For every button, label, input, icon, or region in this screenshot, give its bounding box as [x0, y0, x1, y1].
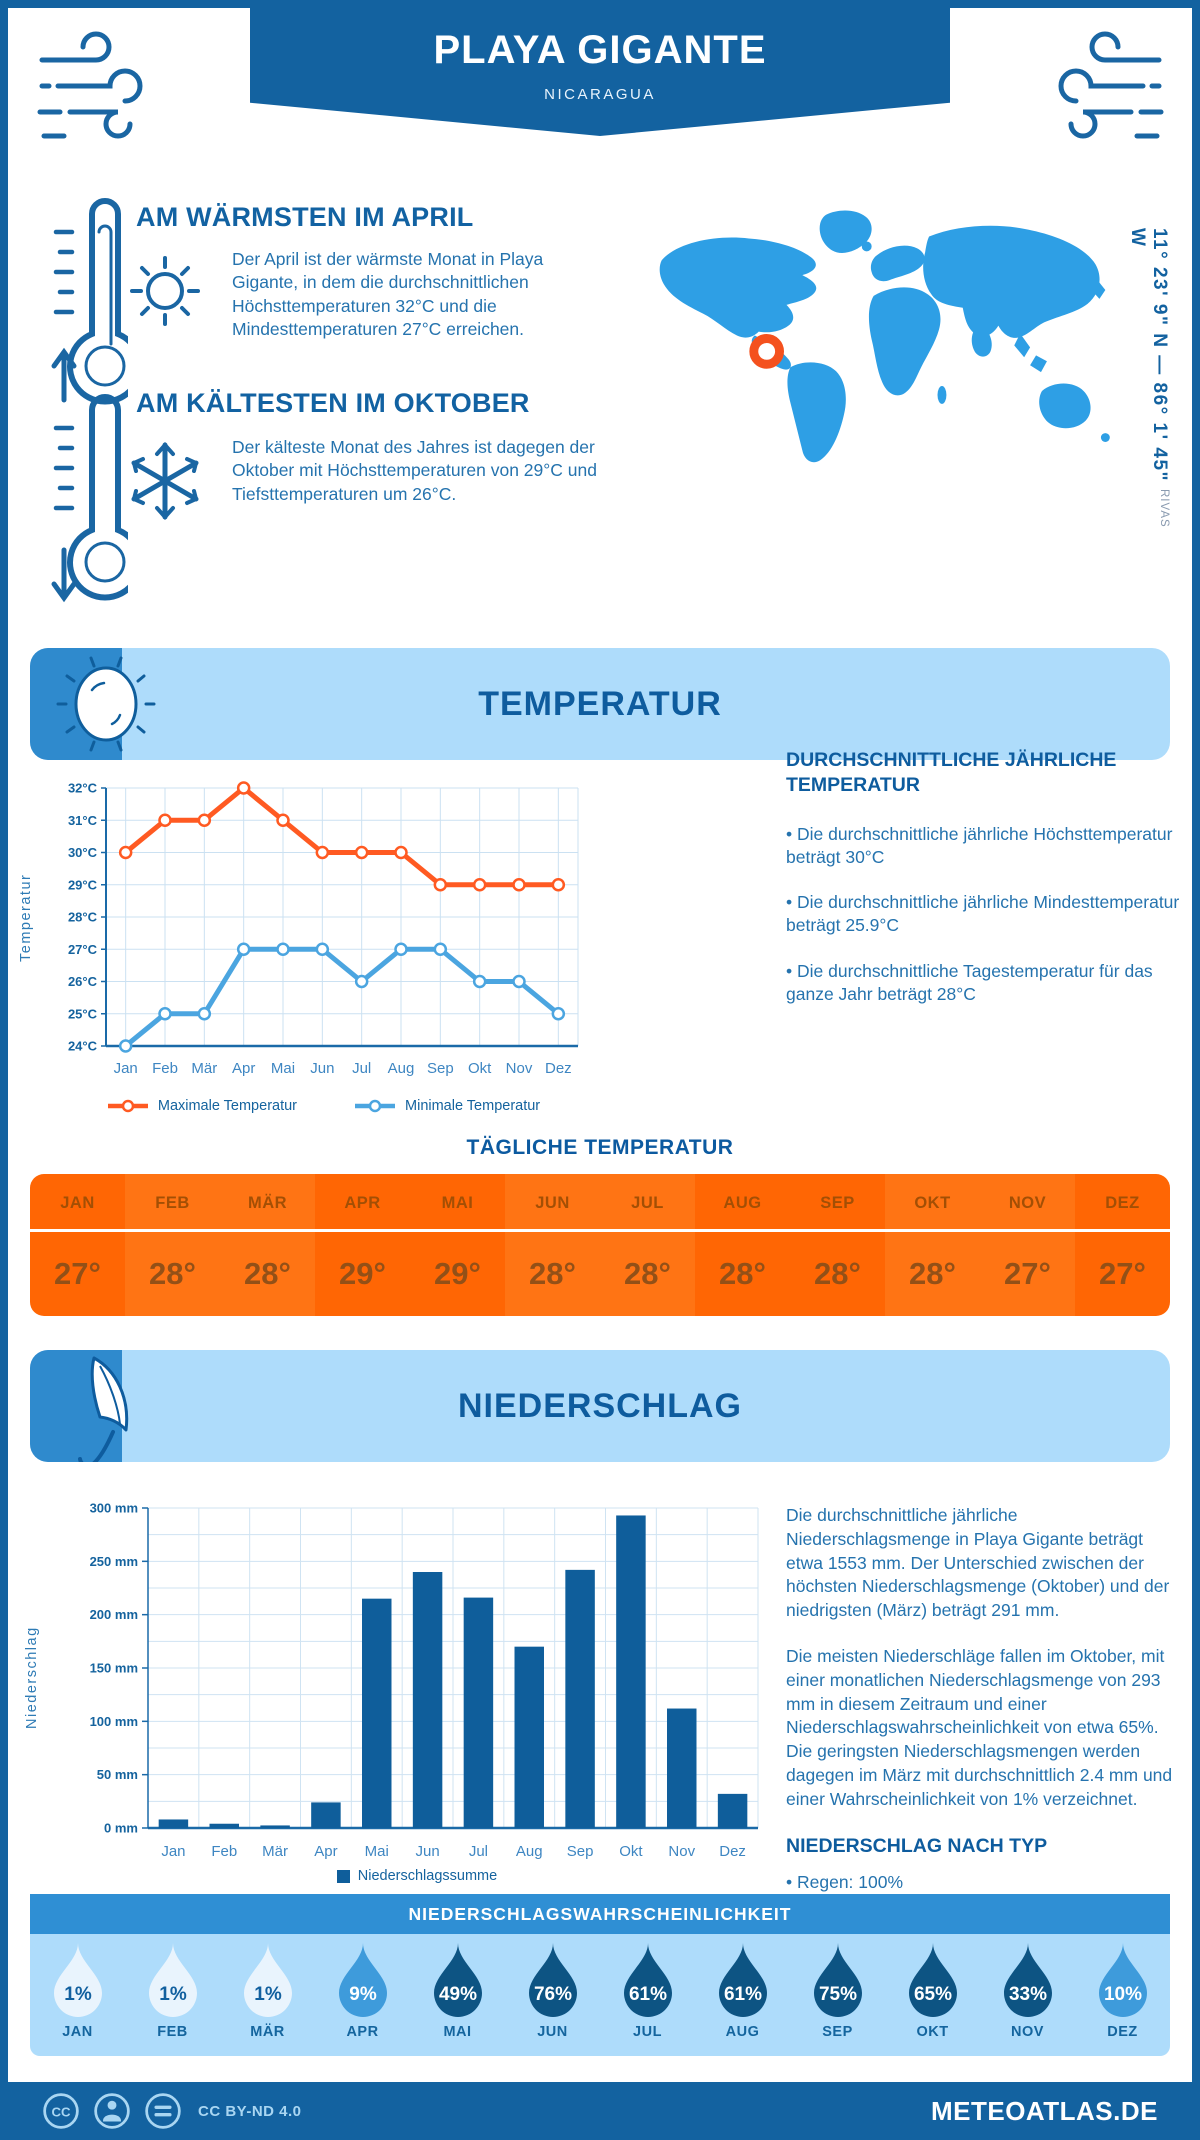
svg-text:Apr: Apr [231, 1060, 256, 1077]
svg-text:24°C: 24°C [67, 1038, 97, 1054]
svg-text:Aug: Aug [387, 1060, 415, 1077]
svg-text:Apr: Apr [314, 1843, 338, 1860]
daily-temp-value: 28° [149, 1256, 196, 1291]
daily-temp-month: NOV [980, 1174, 1075, 1232]
daily-temp-value: 28° [909, 1256, 956, 1291]
svg-text:Jul: Jul [352, 1060, 372, 1077]
probability-droplet [125, 1934, 220, 2056]
daily-temp-column [30, 1174, 125, 1316]
svg-text:30°C: 30°C [67, 845, 97, 860]
daily-temp-column [790, 1174, 885, 1316]
svg-text:Jun: Jun [310, 1060, 335, 1077]
region-label: RIVAS [1158, 489, 1170, 528]
daily-temp-value: 29° [434, 1256, 481, 1291]
svg-text:150 mm: 150 mm [89, 1660, 138, 1676]
daily-temp-month: AUG [695, 1174, 790, 1232]
probability-droplet [695, 1934, 790, 2056]
droplet-icon [618, 1941, 678, 2021]
temp-chart-ylabel: Temperatur [18, 873, 34, 963]
daily-temp-month: JUL [600, 1174, 695, 1232]
svg-text:27°C: 27°C [67, 941, 97, 957]
daily-temp-column [600, 1174, 695, 1316]
legend-entry: Niederschlagssumme [337, 1868, 497, 1884]
svg-text:32°C: 32°C [67, 780, 97, 796]
coordinates-text: 11° 23' 9" N — 86° 1' 45" W [1127, 228, 1170, 483]
droplet-icon [523, 1941, 583, 2021]
svg-text:29°C: 29°C [67, 877, 97, 893]
daily-temp-month: DEZ [1075, 1174, 1170, 1232]
probability-droplet [30, 1934, 125, 2056]
svg-text:61%: 61% [723, 1984, 762, 2005]
probability-month: SEP [822, 2024, 853, 2040]
svg-text:Feb: Feb [211, 1843, 238, 1860]
temperature-section-title: TEMPERATUR [478, 684, 722, 723]
precip-chart-ylabel: Niederschlag [24, 1626, 40, 1730]
droplet-icon [238, 1941, 298, 2021]
probability-month: JUN [537, 2024, 568, 2040]
probability-droplet [790, 1934, 885, 2056]
svg-text:Dez: Dez [544, 1060, 572, 1077]
probability-month: AUG [725, 2024, 760, 2040]
svg-text:100 mm: 100 mm [89, 1713, 138, 1729]
coldest-text: Der kälteste Monat des Jahres ist dagegen der Oktober mit Höchsttemperaturen von 29°C und Tiefsttemperaturen um 26°C. [232, 437, 597, 504]
probability-month: JUL [633, 2024, 662, 2040]
svg-text:49%: 49% [438, 1984, 477, 2005]
svg-text:31°C: 31°C [67, 812, 97, 828]
daily-temp-value: 27° [1099, 1256, 1146, 1291]
cc-icon[interactable] [42, 2092, 80, 2130]
daily-temp-value: 27° [54, 1256, 101, 1291]
svg-text:1%: 1% [63, 1984, 92, 2005]
probability-droplet [1075, 1934, 1170, 2056]
svg-text:1%: 1% [253, 1984, 282, 2005]
svg-text:10%: 10% [1103, 1984, 1142, 2005]
precip-chart-legend [62, 1868, 772, 1884]
svg-text:50 mm: 50 mm [96, 1767, 138, 1783]
svg-text:Mai: Mai [270, 1060, 296, 1077]
annual-temp-bullet: • Die durchschnittliche Tagestemperatur für das ganze Jahr beträgt 28°C [786, 960, 1153, 1005]
footer-bar [8, 2082, 1192, 2140]
precip-paragraph: Die meisten Niederschläge fallen im Oktober, mit einer monatlichen Niederschlagsmenge von 293 mm in diesem Zeitraum und einer Niederschlagswahrscheinlichkeit von etwa 65%. Die geringsten Niederschlagsmengen werden dagegen im März mit durchschnittlich 2.4 mm und einer Wahrscheinlichkeit von 1% verzeichnet. [786, 1645, 1173, 1809]
daily-temp-month: MAI [410, 1174, 505, 1232]
probability-month: FEB [157, 2024, 188, 2040]
daily-temp-value: 28° [624, 1256, 671, 1291]
daily-temp-month: MÄR [220, 1174, 315, 1232]
page-subtitle: NICARAGUA [544, 86, 656, 103]
probability-droplet [980, 1934, 1075, 2056]
precip-by-type-title: NIEDERSCHLAG NACH TYP [786, 1834, 1048, 1857]
svg-text:250 mm: 250 mm [89, 1553, 138, 1569]
probability-month: NOV [1011, 2024, 1044, 2040]
svg-text:28°C: 28°C [67, 909, 97, 925]
daily-temp-column [695, 1174, 790, 1316]
thermometer-warm-icon [48, 194, 128, 421]
snowflake-icon [122, 438, 208, 529]
legend-entry: Minimale Temperatur [353, 1098, 540, 1114]
svg-text:Okt: Okt [467, 1060, 492, 1077]
warmest-title: AM WÄRMSTEN IM APRIL [136, 202, 474, 232]
cc-license-badges[interactable] [42, 2092, 182, 2130]
svg-text:Okt: Okt [619, 1843, 643, 1860]
probability-month: MÄR [250, 2024, 285, 2040]
svg-text:Jul: Jul [468, 1843, 489, 1860]
svg-text:76%: 76% [533, 1984, 572, 2005]
precipitation-bar-chart [62, 1496, 774, 1881]
daily-temp-month: APR [315, 1174, 410, 1232]
svg-text:300 mm: 300 mm [89, 1500, 138, 1516]
svg-text:Sep: Sep [426, 1060, 454, 1077]
temperature-line-chart [56, 774, 590, 1097]
probability-droplet [220, 1934, 315, 2056]
thermometer-cold-icon [48, 390, 128, 617]
svg-text:Mär: Mär [191, 1060, 218, 1077]
daily-temp-column [125, 1174, 220, 1316]
droplet-icon [1093, 1941, 1153, 2021]
daily-temp-value: 28° [814, 1256, 861, 1291]
daily-temp-column [980, 1174, 1075, 1316]
probability-month: OKT [916, 2024, 949, 2040]
probability-month: APR [346, 2024, 379, 2040]
location-marker [754, 338, 780, 364]
daily-temp-month: JUN [505, 1174, 600, 1232]
svg-text:1%: 1% [158, 1984, 187, 2005]
daily-temp-month: SEP [790, 1174, 885, 1232]
daily-temp-month: JAN [30, 1174, 125, 1232]
probability-month: JAN [62, 2024, 93, 2040]
probability-droplet [600, 1934, 695, 2056]
svg-text:CC: CC [51, 2104, 71, 2120]
svg-text:0 mm: 0 mm [104, 1820, 138, 1836]
probability-header: NIEDERSCHLAGSWAHRSCHEINLICHKEIT [30, 1894, 1170, 1934]
droplet-icon [808, 1941, 868, 2021]
precip-paragraphs [786, 1504, 1180, 1812]
annual-temp-bullets [786, 823, 1181, 1007]
svg-text:65%: 65% [913, 1984, 952, 2005]
daily-temp-value: 28° [529, 1256, 576, 1291]
daily-temp-column [220, 1174, 315, 1316]
droplet-icon [713, 1941, 773, 2021]
attribution-person-icon[interactable] [93, 2092, 131, 2130]
svg-text:Aug: Aug [515, 1843, 543, 1860]
page-title: PLAYA GIGANTE [433, 28, 767, 72]
annual-temperature-column [786, 748, 1181, 1028]
daily-temp-column [885, 1174, 980, 1316]
svg-text:25°C: 25°C [67, 1006, 97, 1022]
probability-droplet [410, 1934, 505, 2056]
probability-droplet [315, 1934, 410, 2056]
daily-temp-column [505, 1174, 600, 1316]
temp-chart-legend [56, 1098, 590, 1114]
probability-panel [30, 1934, 1170, 2056]
daily-temp-value: 28° [719, 1256, 766, 1291]
annual-temp-title: DURCHSCHNITTLICHE JÄHRLICHE TEMPERATUR [786, 749, 1117, 797]
droplet-icon [428, 1941, 488, 2021]
daily-temp-column [410, 1174, 505, 1316]
probability-droplet [885, 1934, 980, 2056]
droplet-icon [48, 1941, 108, 2021]
svg-text:Jan: Jan [113, 1060, 138, 1077]
precip-type-item: • Regen: 100% [786, 1871, 904, 1892]
probability-droplet [505, 1934, 600, 2056]
svg-text:9%: 9% [348, 1984, 377, 2005]
daily-temp-title: TÄGLICHE TEMPERATUR [466, 1136, 734, 1159]
svg-text:Sep: Sep [566, 1843, 594, 1860]
annual-temp-bullet: • Die durchschnittliche jährliche Höchsttemperatur beträgt 30°C [786, 823, 1173, 867]
svg-text:Jan: Jan [161, 1843, 186, 1860]
daily-temp-column [1075, 1174, 1170, 1316]
brand-link[interactable]: METEOATLAS.DE [930, 2095, 1158, 2126]
precipitation-text-column [786, 1504, 1180, 1933]
svg-text:Jun: Jun [415, 1843, 440, 1860]
precip-paragraph: Die durchschnittliche jährliche Niederschlagsmenge in Playa Gigante beträgt etwa 1553 mm. Der Unterschied zwischen der höchsten Niederschlagsmenge (Oktober) und der niedrigsten (März) beträgt 291 mm. [786, 1505, 1170, 1621]
svg-text:75%: 75% [818, 1984, 857, 2005]
svg-text:Dez: Dez [719, 1843, 746, 1860]
svg-text:200 mm: 200 mm [89, 1607, 138, 1623]
probability-month: DEZ [1107, 2024, 1138, 2040]
legend-entry: Maximale Temperatur [106, 1098, 297, 1114]
world-map [632, 194, 1142, 487]
precipitation-section-banner [30, 1350, 1170, 1462]
svg-text:Mai: Mai [364, 1843, 389, 1860]
daily-temp-value: 28° [244, 1256, 291, 1291]
daily-temp-column [315, 1174, 410, 1316]
temperature-section-banner [30, 648, 1170, 760]
daily-temp-value: 27° [1004, 1256, 1051, 1291]
warmest-text: Der April ist der wärmste Monat in Playa Gigante, in dem die durchschnittlichen Höchsttemperaturen 32°C und die Mindesttemperaturen 27°C erreichen. [232, 249, 544, 339]
svg-text:Mär: Mär [262, 1843, 289, 1860]
droplet-icon [903, 1941, 963, 2021]
svg-text:33%: 33% [1008, 1984, 1047, 2005]
precipitation-section-title: NIEDERSCHLAG [457, 1386, 743, 1425]
daily-temp-month: OKT [885, 1174, 980, 1232]
droplet-icon [143, 1941, 203, 2021]
probability-month: MAI [443, 2024, 472, 2040]
sun-icon [122, 246, 208, 337]
svg-text:Nov: Nov [668, 1843, 696, 1860]
no-derivatives-icon[interactable] [144, 2092, 182, 2130]
droplet-icon [333, 1941, 393, 2021]
droplet-icon [998, 1941, 1058, 2021]
svg-text:Feb: Feb [152, 1060, 178, 1077]
svg-text:Nov: Nov [505, 1060, 533, 1077]
svg-text:26°C: 26°C [67, 974, 97, 989]
license-label: CC BY-ND 4.0 [198, 2102, 302, 2120]
coordinates-block [1126, 228, 1170, 528]
daily-temperature-table [30, 1174, 1170, 1316]
daily-temp-month: FEB [125, 1174, 220, 1232]
daily-temp-value: 29° [339, 1256, 386, 1291]
svg-text:61%: 61% [628, 1984, 667, 2005]
coldest-title: AM KÄLTESTEN IM OKTOBER [136, 388, 530, 418]
annual-temp-bullet: • Die durchschnittliche jährliche Mindesttemperatur beträgt 25.9°C [786, 892, 1180, 936]
